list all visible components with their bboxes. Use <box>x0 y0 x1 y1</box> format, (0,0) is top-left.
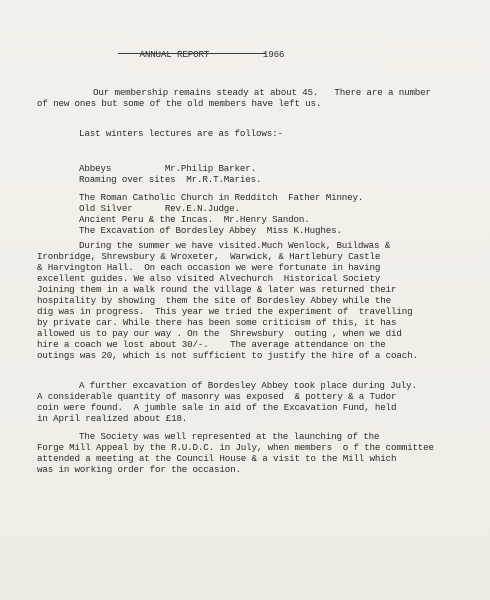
paragraph-2-line: dig was in progress. This year we tried the experiment of travelling <box>37 306 413 317</box>
paragraph-2-line: Ironbridge, Shrewsbury & Wroxeter, Warwick, & Hartlebury Castle <box>37 251 381 262</box>
lecture-item: Abbeys Mr.Philip Barker. <box>79 163 256 174</box>
title-year: 1966 <box>262 49 285 60</box>
paragraph-2-line: hospitality by showing them the site of Bordesley Abbey while the <box>37 295 391 306</box>
paragraph-3-line: in April realized about £18. <box>37 413 188 424</box>
paragraph-2-line: Joining them in a walk round the village & later was returned their <box>37 284 397 295</box>
lectures-intro: Last winters lectures are as follows:- <box>79 128 283 139</box>
paragraph-3-line: A further excavation of Bordesley Abbey took place during July. <box>79 380 417 391</box>
paragraph-2-line: & Harvington Hall. On each occasion we were fortunate in having <box>37 262 381 273</box>
paragraph-4-line: attended a meeting at the Council House & a visit to the Mill which <box>37 453 397 464</box>
paragraph-4-line: Forge Mill Appeal by the R.U.D.C. in July, when members o f the committee <box>37 442 434 453</box>
paragraph-4-line: was in working order for the occasion. <box>37 464 241 475</box>
paragraph-2-line: outings was 20, which is not sufficient to justify the hire of a coach. <box>37 350 418 361</box>
lecture-item: Roaming over sites Mr.R.T.Maries. <box>79 174 262 185</box>
report-title <box>118 38 284 71</box>
paragraph-2-line: During the summer we have visited.Much Wenlock, Buildwas & <box>79 240 391 251</box>
paragraph-2-line: hire a coach we lost about 30/-. The average attendance on the <box>37 339 386 350</box>
paragraph-2-line: allowed us to pay our way . On the Shrewsbury outing , when we did <box>37 328 402 339</box>
paragraph-2-line: excellent guides. We also visited Alvechurch Historical Society <box>37 273 381 284</box>
lecture-item: The Excavation of Bordesley Abbey Miss K.Hughes. <box>79 225 342 236</box>
paragraph-4-line: The Society was well represented at the launching of the <box>79 431 380 442</box>
paragraph-3-line: coin were found. A jumble sale in aid of the Excavation Fund, held <box>37 402 397 413</box>
paragraph-3-line: A considerable quantity of masonry was exposed & pottery & a Tudor <box>37 391 397 402</box>
lecture-item: Old Silver Rev.E.N.Judge. <box>79 203 240 214</box>
paragraph-1-line-1: Our membership remains steady at about 45. There are a number <box>93 87 431 98</box>
title-text: ANNUAL REPORT <box>139 49 210 60</box>
paragraph-2-line: by private car. While there has been some criticism of this, it has <box>37 317 397 328</box>
lecture-item: Ancient Peru & the Incas. Mr.Henry Sandon. <box>79 214 310 225</box>
lecture-item: The Roman Catholic Church in Redditch Father Minney. <box>79 192 364 203</box>
paragraph-1-line-2: of new ones but some of the old members have left us. <box>37 98 322 109</box>
title-underline <box>118 53 266 54</box>
